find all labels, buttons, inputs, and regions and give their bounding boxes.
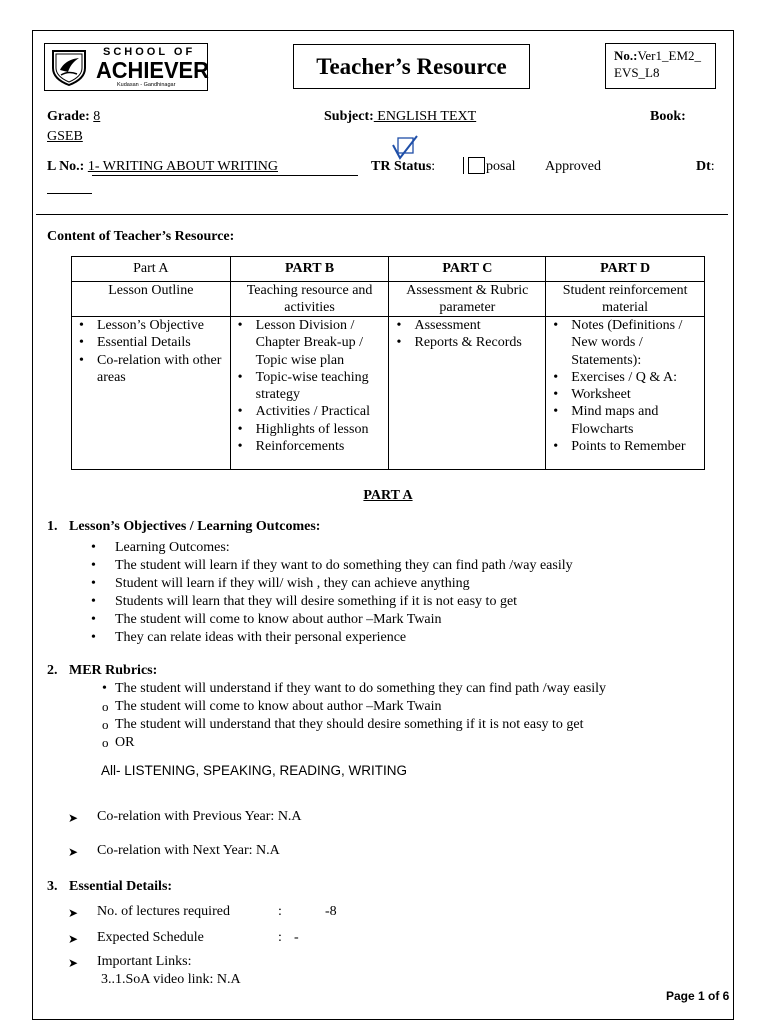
list-item: • They can relate ideas with their personal experience — [115, 629, 715, 647]
section-1-number: 1. — [47, 519, 58, 534]
lno-value: 1- WRITING ABOUT WRITING — [87, 159, 278, 174]
arrow-bullet-icon: ➤ — [68, 906, 79, 920]
lno-label: L No.: — [47, 159, 85, 174]
table-cell — [72, 317, 231, 470]
table-cell — [546, 317, 705, 470]
arrow-bullet-icon: ➤ — [68, 932, 79, 946]
list-item: • Notes (Definitions / New words / Statements): — [546, 317, 704, 369]
table-header: PART C — [389, 257, 546, 282]
list-item: • Exercises / Q & A: — [546, 369, 704, 386]
list-item: • Worksheet — [546, 386, 704, 403]
lectures-label: No. of lectures required — [97, 904, 230, 919]
grade-value: 8 — [93, 109, 101, 124]
grade-label: Grade: — [47, 109, 90, 124]
list-item: • Points to Remember — [546, 438, 704, 455]
table-header: PART B — [230, 257, 389, 282]
arrow-bullet-icon: ➤ — [68, 811, 79, 825]
list-item: • Co-relation with other areas — [72, 352, 230, 387]
section-3-title: Essential Details: — [69, 879, 173, 894]
table-cell — [230, 317, 389, 470]
table-items-row — [72, 317, 705, 470]
no-label: No.: — [614, 48, 638, 63]
part-c-list — [389, 317, 545, 352]
schedule-value: - — [294, 930, 299, 945]
approved-text: Approved — [545, 159, 601, 174]
list-item: • The student will come to know about author –Mark Twain — [115, 611, 715, 629]
section-2-title: MER Rubrics: — [69, 663, 158, 678]
table-subheader: Teaching resource and activities — [230, 282, 389, 317]
arrow-bullet-icon: ➤ — [68, 956, 79, 970]
proposal-text: posal — [486, 159, 516, 174]
table-header: PART D — [546, 257, 705, 282]
grade-field — [47, 109, 100, 125]
lectures-colon: : — [278, 904, 282, 919]
section-2-number: 2. — [47, 663, 58, 678]
schedule-label: Expected Schedule — [97, 930, 204, 945]
list-item: • Lesson’s Objective — [72, 317, 230, 334]
book-value: GSEB — [47, 129, 83, 144]
list-item: o OR — [115, 734, 715, 752]
part-a-list — [72, 317, 230, 386]
list-item: • Learning Outcomes: — [115, 539, 715, 557]
table-cell — [389, 317, 546, 470]
list-item: • The student will understand if they want to do something they can find path /way easily — [115, 680, 715, 698]
list-item: • Students will learn that they will desire something if it is not easy to get — [115, 593, 715, 611]
video-link-text: 3..1.SoA video link: N.A — [101, 972, 241, 987]
logo-location: Kudasan - Gandhinagar — [117, 82, 176, 88]
list-item: o The student will come to know about author –Mark Twain — [115, 698, 715, 716]
list-item: • Reinforcements — [231, 438, 389, 455]
shield-icon — [49, 48, 89, 86]
schedule-row — [68, 930, 204, 948]
learning-outcomes-list — [115, 539, 715, 647]
table-subheader: Assessment & Rubric parameter — [389, 282, 546, 317]
date-underline — [47, 193, 92, 194]
list-item: • Essential Details — [72, 334, 230, 351]
section-1-title: Lesson’s Objectives / Learning Outcomes: — [69, 519, 321, 534]
part-a-heading: PART A — [363, 488, 413, 503]
mer-rubrics-list — [115, 680, 715, 752]
tr-status-label: TR Status: — [371, 159, 436, 174]
corel-previous-text: Co-relation with Previous Year: N.A — [97, 809, 302, 824]
list-item: • Topic-wise teaching strategy — [231, 369, 389, 404]
arrow-bullet-icon: ➤ — [68, 845, 79, 859]
subject-field — [324, 109, 476, 125]
proposal-checkbox[interactable] — [468, 157, 485, 174]
subject-label: Subject: — [324, 109, 374, 124]
table-subheader-row — [72, 282, 705, 317]
no-value-line1: Ver1_EM2_ — [637, 48, 702, 63]
page-title: Teacher’s Resource — [293, 44, 530, 89]
table-header: Part A — [72, 257, 231, 282]
list-item: • Assessment — [389, 317, 545, 334]
corel-next-row — [68, 843, 280, 861]
page-number: Page 1 of 6 — [666, 989, 730, 1003]
corel-previous-row — [68, 809, 302, 827]
list-item: o The student will understand that they should desire something if it is not easy to get — [115, 716, 715, 734]
status-checkmark-icon[interactable] — [390, 135, 420, 163]
links-label: Important Links: — [97, 954, 192, 969]
part-d-list — [546, 317, 704, 455]
corel-next-text: Co-relation with Next Year: N.A — [97, 843, 280, 858]
schedule-colon: : — [278, 930, 282, 945]
logo-school-of: SCHOOL OF — [103, 46, 196, 58]
table-subheader: Lesson Outline — [72, 282, 231, 317]
table-subheader: Student reinforcement material — [546, 282, 705, 317]
lectures-value: -8 — [325, 904, 337, 919]
list-item: • The student will learn if they want to do something they can find path /way easily — [115, 557, 715, 575]
book-label: Book: — [650, 109, 686, 124]
dt-label: Dt — [696, 159, 711, 174]
content-table — [71, 256, 705, 470]
lno-underline — [92, 175, 358, 176]
list-item: • Reports & Records — [389, 334, 545, 351]
list-item: • Mind maps and Flowcharts — [546, 403, 704, 438]
list-item: • Lesson Division / Chapter Break-up / Topic wise plan — [231, 317, 389, 369]
school-logo — [44, 43, 208, 91]
document-number-box — [605, 43, 716, 89]
links-row — [68, 954, 192, 972]
part-b-list — [231, 317, 389, 455]
table-header-row — [72, 257, 705, 282]
lectures-row — [68, 904, 230, 922]
subject-value: ENGLISH TEXT — [373, 109, 477, 124]
date-field: Dt: — [696, 159, 715, 174]
list-item: • Activities / Practical — [231, 403, 389, 420]
logo-achiever: ACHIEVER — [96, 57, 209, 83]
all-skills-text: All- LISTENING, SPEAKING, READING, WRITING — [101, 763, 408, 778]
lesson-number-field — [47, 159, 358, 175]
no-value-line2: EVS_L8 — [614, 65, 660, 80]
list-item: • Highlights of lesson — [231, 421, 389, 438]
section-3-number: 3. — [47, 879, 58, 894]
list-item: • Student will learn if they will/ wish , they can achieve anything — [115, 575, 715, 593]
content-heading: Content of Teacher’s Resource: — [47, 229, 235, 244]
header-divider — [36, 214, 728, 215]
